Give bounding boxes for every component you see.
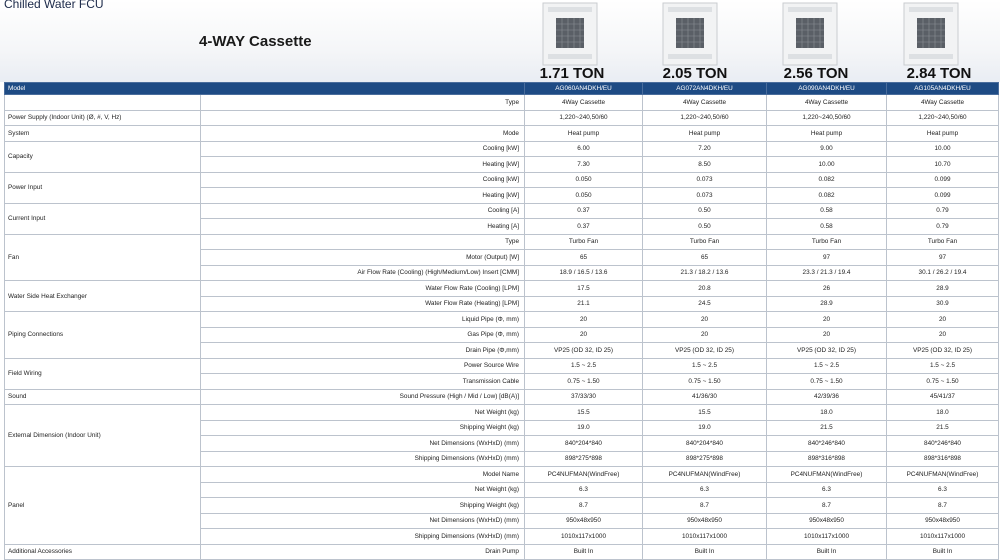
value-cell: Built In (887, 544, 999, 560)
value-cell: VP25 (OD 32, ID 25) (643, 343, 767, 359)
value-cell: 6.3 (643, 482, 767, 498)
value-cell: 9.00 (767, 141, 887, 157)
category-cell: External Dimension (Indoor Unit) (5, 405, 201, 467)
table-row (5, 95, 999, 111)
model-header-cell: AG090AN4DKH/EU (767, 83, 887, 95)
table-row (5, 234, 999, 250)
item-cell: Drain Pump (201, 544, 525, 560)
value-cell: Turbo Fan (767, 234, 887, 250)
value-cell: 0.082 (767, 188, 887, 204)
table-row (5, 110, 999, 126)
category-cell: Water Side Heat Exchanger (5, 281, 201, 312)
table-row (5, 358, 999, 374)
value-cell: 10.70 (887, 157, 999, 173)
value-cell: 65 (643, 250, 767, 266)
value-cell: 1,220~240,50/60 (767, 110, 887, 126)
value-cell: 65 (525, 250, 643, 266)
value-cell: PC4NUFMAN(WindFree) (767, 467, 887, 483)
value-cell: 0.75 ~ 1.50 (525, 374, 643, 390)
value-cell: 20 (767, 312, 887, 328)
item-cell: Heating [A] (201, 219, 525, 235)
item-cell: Shipping Dimensions (WxHxD) (mm) (201, 529, 525, 545)
value-cell: Heat pump (525, 126, 643, 142)
value-cell: 7.20 (643, 141, 767, 157)
value-cell: 6.3 (767, 482, 887, 498)
value-cell: 28.9 (887, 281, 999, 297)
value-cell: 0.58 (767, 219, 887, 235)
value-cell: 0.50 (643, 219, 767, 235)
value-cell: 0.099 (887, 188, 999, 204)
category-cell: Capacity (5, 141, 201, 172)
value-cell: Heat pump (643, 126, 767, 142)
ton-label: 2.05 TON (662, 65, 728, 82)
item-cell: Heating [kW] (201, 157, 525, 173)
item-cell: Air Flow Rate (Cooling) (High/Medium/Low) Insert [CMM] (201, 265, 525, 281)
value-cell: 950x48x950 (767, 513, 887, 529)
value-cell: 15.5 (643, 405, 767, 421)
cassette-unit-image (662, 2, 718, 66)
brand-text: Chilled Water FCU (4, 0, 104, 11)
value-cell: 0.75 ~ 1.50 (767, 374, 887, 390)
value-cell: 898*275*898 (643, 451, 767, 467)
value-cell: 0.37 (525, 219, 643, 235)
category-cell: Power Supply (Indoor Unit) (Ø, #, V, Hz) (5, 110, 201, 126)
table-row (5, 141, 999, 157)
table-row (5, 544, 999, 560)
cassette-unit-image (782, 2, 838, 66)
value-cell: VP25 (OD 32, ID 25) (767, 343, 887, 359)
item-cell: Cooling [kW] (201, 172, 525, 188)
table-row (5, 389, 999, 405)
item-cell: Motor (Output) [W] (201, 250, 525, 266)
value-cell: 0.75 ~ 1.50 (643, 374, 767, 390)
value-cell: 950x48x950 (525, 513, 643, 529)
item-cell: Shipping Dimensions (WxHxD) (mm) (201, 451, 525, 467)
value-cell: 20 (887, 312, 999, 328)
value-cell: 20 (525, 312, 643, 328)
category-cell: Current Input (5, 203, 201, 234)
category-cell (5, 95, 201, 111)
value-cell: 1010x117x1000 (525, 529, 643, 545)
model-header-cell: AG060AN4DKH/EU (525, 83, 643, 95)
cassette-unit-image (903, 2, 959, 66)
table-row (5, 126, 999, 142)
item-cell: Shipping Weight (kg) (201, 420, 525, 436)
item-cell: Power Source Wire (201, 358, 525, 374)
value-cell: 28.9 (767, 296, 887, 312)
value-cell: 21.1 (525, 296, 643, 312)
value-cell: 0.050 (525, 188, 643, 204)
ton-label: 1.71 TON (539, 65, 605, 82)
value-cell: 1,220~240,50/60 (643, 110, 767, 126)
value-cell: 97 (767, 250, 887, 266)
value-cell: 950x48x950 (887, 513, 999, 529)
value-cell: 898*316*898 (887, 451, 999, 467)
model-header-label: Model (5, 83, 525, 95)
value-cell: 20.8 (643, 281, 767, 297)
value-cell: 30.1 / 26.2 / 19.4 (887, 265, 999, 281)
category-cell: Additional Accessories (5, 544, 201, 560)
value-cell: 0.099 (887, 172, 999, 188)
value-cell: PC4NUFMAN(WindFree) (525, 467, 643, 483)
value-cell: 950x48x950 (643, 513, 767, 529)
value-cell: 24.5 (643, 296, 767, 312)
value-cell: 840*246*840 (767, 436, 887, 452)
value-cell: 10.00 (887, 141, 999, 157)
value-cell: 8.7 (643, 498, 767, 514)
item-cell: Water Flow Rate (Cooling) [LPM] (201, 281, 525, 297)
value-cell: Turbo Fan (887, 234, 999, 250)
value-cell: 6.00 (525, 141, 643, 157)
table-header-row (5, 83, 999, 95)
table-row (5, 203, 999, 219)
item-cell: Water Flow Rate (Heating) [LPM] (201, 296, 525, 312)
value-cell: 20 (887, 327, 999, 343)
item-cell: Model Name (201, 467, 525, 483)
value-cell: 41/36/30 (643, 389, 767, 405)
value-cell: 4Way Cassette (767, 95, 887, 111)
value-cell: 0.050 (525, 172, 643, 188)
value-cell: 6.3 (525, 482, 643, 498)
item-cell: Mode (201, 126, 525, 142)
item-cell: Sound Pressure (High / Mid / Low) [dB(A)] (201, 389, 525, 405)
value-cell: Turbo Fan (643, 234, 767, 250)
item-cell: Net Weight (kg) (201, 482, 525, 498)
table-row (5, 281, 999, 297)
value-cell: 19.0 (525, 420, 643, 436)
value-cell: 97 (887, 250, 999, 266)
value-cell: 840*204*840 (525, 436, 643, 452)
category-cell: Power Input (5, 172, 201, 203)
value-cell: 0.79 (887, 219, 999, 235)
value-cell: 0.75 ~ 1.50 (887, 374, 999, 390)
item-cell: Liquid Pipe (Φ, mm) (201, 312, 525, 328)
value-cell: 0.58 (767, 203, 887, 219)
value-cell: 1.5 ~ 2.5 (887, 358, 999, 374)
item-cell: Drain Pipe (Φ,mm) (201, 343, 525, 359)
value-cell: 21.5 (887, 420, 999, 436)
value-cell: 42/39/36 (767, 389, 887, 405)
item-cell: Type (201, 234, 525, 250)
value-cell: 898*316*898 (767, 451, 887, 467)
value-cell: 20 (643, 327, 767, 343)
category-cell: Sound (5, 389, 201, 405)
value-cell: 840*204*840 (643, 436, 767, 452)
value-cell: 8.7 (887, 498, 999, 514)
item-cell: Transmission Cable (201, 374, 525, 390)
value-cell: VP25 (OD 32, ID 25) (887, 343, 999, 359)
item-cell (201, 110, 525, 126)
value-cell: 18.0 (767, 405, 887, 421)
value-cell: 20 (525, 327, 643, 343)
value-cell: 898*275*898 (525, 451, 643, 467)
value-cell: 18.0 (887, 405, 999, 421)
value-cell: 20 (643, 312, 767, 328)
value-cell: 1010x117x1000 (767, 529, 887, 545)
page-title: 4-WAY Cassette (199, 33, 312, 50)
value-cell: 26 (767, 281, 887, 297)
value-cell: 45/41/37 (887, 389, 999, 405)
cassette-unit-image (542, 2, 598, 66)
value-cell: 1010x117x1000 (643, 529, 767, 545)
value-cell: 19.0 (643, 420, 767, 436)
value-cell: 0.073 (643, 172, 767, 188)
ton-label: 2.84 TON (906, 65, 972, 82)
spec-table-body (5, 83, 999, 560)
item-cell: Shipping Weight (kg) (201, 498, 525, 514)
value-cell: 0.37 (525, 203, 643, 219)
spec-table (4, 82, 999, 560)
value-cell: 18.9 / 16.5 / 13.6 (525, 265, 643, 281)
value-cell: 1010x117x1000 (887, 529, 999, 545)
category-cell: Fan (5, 234, 201, 281)
value-cell: PC4NUFMAN(WindFree) (887, 467, 999, 483)
value-cell: Built In (525, 544, 643, 560)
value-cell: 7.30 (525, 157, 643, 173)
value-cell: Built In (643, 544, 767, 560)
value-cell: 8.50 (643, 157, 767, 173)
value-cell: 1,220~240,50/60 (887, 110, 999, 126)
value-cell: Built In (767, 544, 887, 560)
model-header-cell: AG072AN4DKH/EU (643, 83, 767, 95)
value-cell: 0.073 (643, 188, 767, 204)
value-cell: 17.5 (525, 281, 643, 297)
value-cell: 1.5 ~ 2.5 (525, 358, 643, 374)
value-cell: 1.5 ~ 2.5 (643, 358, 767, 374)
value-cell: 0.082 (767, 172, 887, 188)
value-cell: 23.3 / 21.3 / 19.4 (767, 265, 887, 281)
item-cell: Cooling [kW] (201, 141, 525, 157)
item-cell: Net Dimensions (WxHxD) (mm) (201, 436, 525, 452)
value-cell: PC4NUFMAN(WindFree) (643, 467, 767, 483)
item-cell: Heating [kW] (201, 188, 525, 204)
table-row (5, 312, 999, 328)
category-cell: Field Wiring (5, 358, 201, 389)
model-header-cell: AG105AN4DKH/EU (887, 83, 999, 95)
value-cell: 15.5 (525, 405, 643, 421)
item-cell: Type (201, 95, 525, 111)
value-cell: 37/33/30 (525, 389, 643, 405)
value-cell: Heat pump (767, 126, 887, 142)
value-cell: 840*246*840 (887, 436, 999, 452)
item-cell: Gas Pipe (Φ, mm) (201, 327, 525, 343)
value-cell: 30.9 (887, 296, 999, 312)
value-cell: 1.5 ~ 2.5 (767, 358, 887, 374)
value-cell: 8.7 (525, 498, 643, 514)
category-cell: Piping Connections (5, 312, 201, 359)
item-cell: Cooling [A] (201, 203, 525, 219)
table-row (5, 172, 999, 188)
value-cell: Heat pump (887, 126, 999, 142)
value-cell: 4Way Cassette (643, 95, 767, 111)
item-cell: Net Dimensions (WxHxD) (mm) (201, 513, 525, 529)
value-cell: 10.00 (767, 157, 887, 173)
category-cell: Panel (5, 467, 201, 545)
value-cell: 1,220~240,50/60 (525, 110, 643, 126)
value-cell: VP25 (OD 32, ID 25) (525, 343, 643, 359)
value-cell: 21.3 / 18.2 / 13.6 (643, 265, 767, 281)
value-cell: 4Way Cassette (525, 95, 643, 111)
ton-label: 2.56 TON (783, 65, 849, 82)
item-cell: Net Weight (kg) (201, 405, 525, 421)
value-cell: 8.7 (767, 498, 887, 514)
value-cell: 0.50 (643, 203, 767, 219)
value-cell: 0.79 (887, 203, 999, 219)
table-row (5, 467, 999, 483)
category-cell: System (5, 126, 201, 142)
value-cell: 6.3 (887, 482, 999, 498)
value-cell: 20 (767, 327, 887, 343)
table-row (5, 405, 999, 421)
value-cell: 21.5 (767, 420, 887, 436)
value-cell: Turbo Fan (525, 234, 643, 250)
value-cell: 4Way Cassette (887, 95, 999, 111)
